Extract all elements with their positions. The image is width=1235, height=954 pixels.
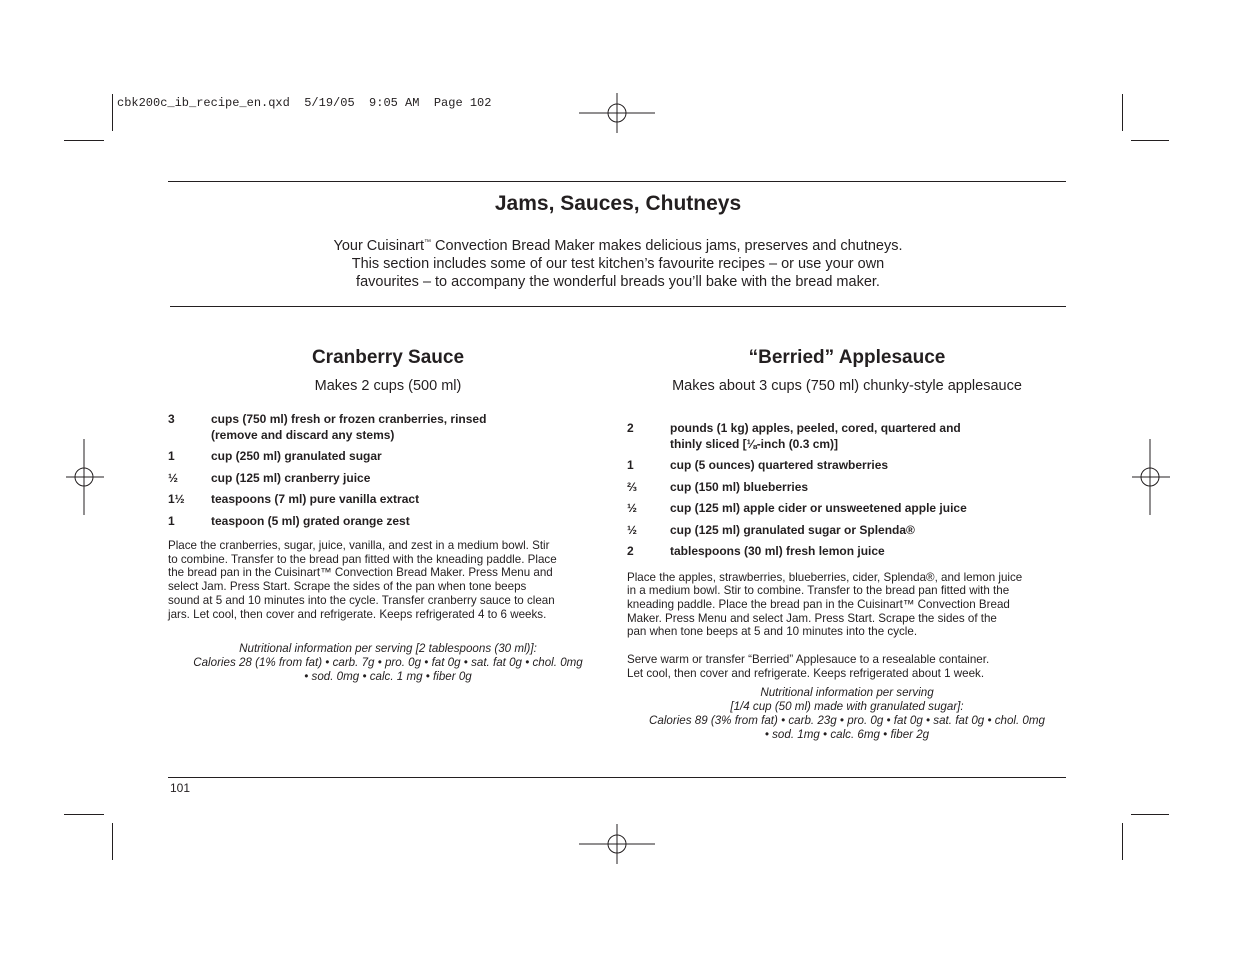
top-rule [168,181,1066,182]
recipe-method: Place the cranberries, sugar, juice, vanilla, and zest in a medium bowl. Stir to combine. Transfer to the bread pan fitted with the kneading paddle. Place the bread pan in the Cuisinart™ Convection Bread Maker. Press Menu and select Jam. Press Start. Scrape the sides of the pan when tone beeps sound at 5 and 10 minutes into the cycle. Transfer cranberry sauce to clean jars. Let cool, then cover and refrigerate. Keeps refrigerated 4 to 6 weeks. [168,539,557,621]
crop-mark [64,140,104,141]
registration-mark-icon [579,75,655,151]
registration-mark-icon [46,439,122,515]
ingredient-item: ⅔ cup (150 ml) blueberries [627,479,809,494]
ingredient-item: ½ cup (125 ml) cranberry juice [168,470,371,485]
recipe-yield: Makes 2 cups (500 ml) [314,378,462,394]
nutrition-info: Nutritional information per serving [1/4 cup (50 ml) made with granulated sugar]: Calories 89 (3% from fat) • carb. 23g • pro. 0g • fat 0g • sat. fat 0g • chol. 0mg • sod. 1mg • calc. 6mg • fiber 2g [649,686,1045,741]
ingredient-item: 1 teaspoon (5 ml) grated orange zest [168,513,410,528]
crop-mark [1131,814,1169,815]
nutrition-info: Nutritional information per serving [2 tablespoons (30 ml)]: Calories 28 (1% from fat) • carb. 7g • pro. 0g • fat 0g • sat. fat 0g • chol. 0mg • sod. 0mg • calc. 1 mg • fiber 0g [193,642,583,683]
ingredient-item: ½ cup (125 ml) granulated sugar or Splenda® [627,522,915,537]
ingredient-item: 1 cup (250 ml) granulated sugar [168,449,382,463]
recipe-cranberry-sauce [168,347,608,683]
page-number: 101 [170,781,191,795]
crop-mark [112,823,113,860]
section-intro: Your Cuisinart™ Convection Bread Maker makes delicious jams, preserves and chutneys. This section includes some of our test kitchen’s favourite recipes – or use your own favourites – to accompany the wonderful breads you’ll bake with the bread maker. [333,237,903,290]
recipe-method: Place the apples, strawberries, blueberries, cider, Splenda®, and lemon juice in a medium bowl. Stir to combine. Transfer to the bread pan fitted with the kneading paddle. Place the bread pan in the Cuisinart™ Convection Bread Maker. Press Menu and select Jam. Press Start. Scrape the sides of the pan when tone beeps at 5 and 10 minutes into the cycle. [627,570,1023,639]
ingredient-item: 3 cups (750 ml) fresh or frozen cranberries, rinsed (remove and discard any stems) [168,412,487,442]
registration-mark-icon [579,806,655,882]
ingredient-item: 2 pounds (1 kg) apples, peeled, cored, quartered and thinly sliced [⅛-inch (0.3 cm)] [627,421,961,451]
crop-mark [64,814,104,815]
recipe-yield: Makes about 3 cups (750 ml) chunky-style applesauce [672,378,1022,394]
registration-mark-icon [1112,439,1188,515]
ingredient-item: 1 cup (5 ounces) quartered strawberries [627,458,889,472]
ingredient-item: 2 tablespoons (30 ml) fresh lemon juice [627,544,885,558]
bottom-rule [168,777,1066,778]
ingredient-list [627,421,1067,560]
section-title: Jams, Sauces, Chutneys [494,192,742,215]
crop-mark [1122,823,1123,860]
intro-rule [170,306,1066,307]
ingredient-item: ½ cup (125 ml) apple cider or unsweetened apple juice [627,501,967,515]
file-slug: cbk200c_ib_recipe_en.qxd 5/19/05 9:05 AM Page 102 [117,96,492,110]
crop-mark [112,94,113,131]
recipe-serving-note: Serve warm or transfer “Berried” Applesauce to a resealable container. Let cool, then cover and refrigerate. Keeps refrigerated about 1 week. [627,653,990,680]
ingredient-item: 1½ teaspoons (7 ml) pure vanilla extract [168,492,420,506]
crop-mark [1122,94,1123,131]
crop-mark [1131,140,1169,141]
ingredient-list [168,412,608,529]
recipe-title: Cranberry Sauce [311,347,465,368]
recipe-title: “Berried” Applesauce [748,347,946,368]
recipe-berried-applesauce [627,347,1067,741]
